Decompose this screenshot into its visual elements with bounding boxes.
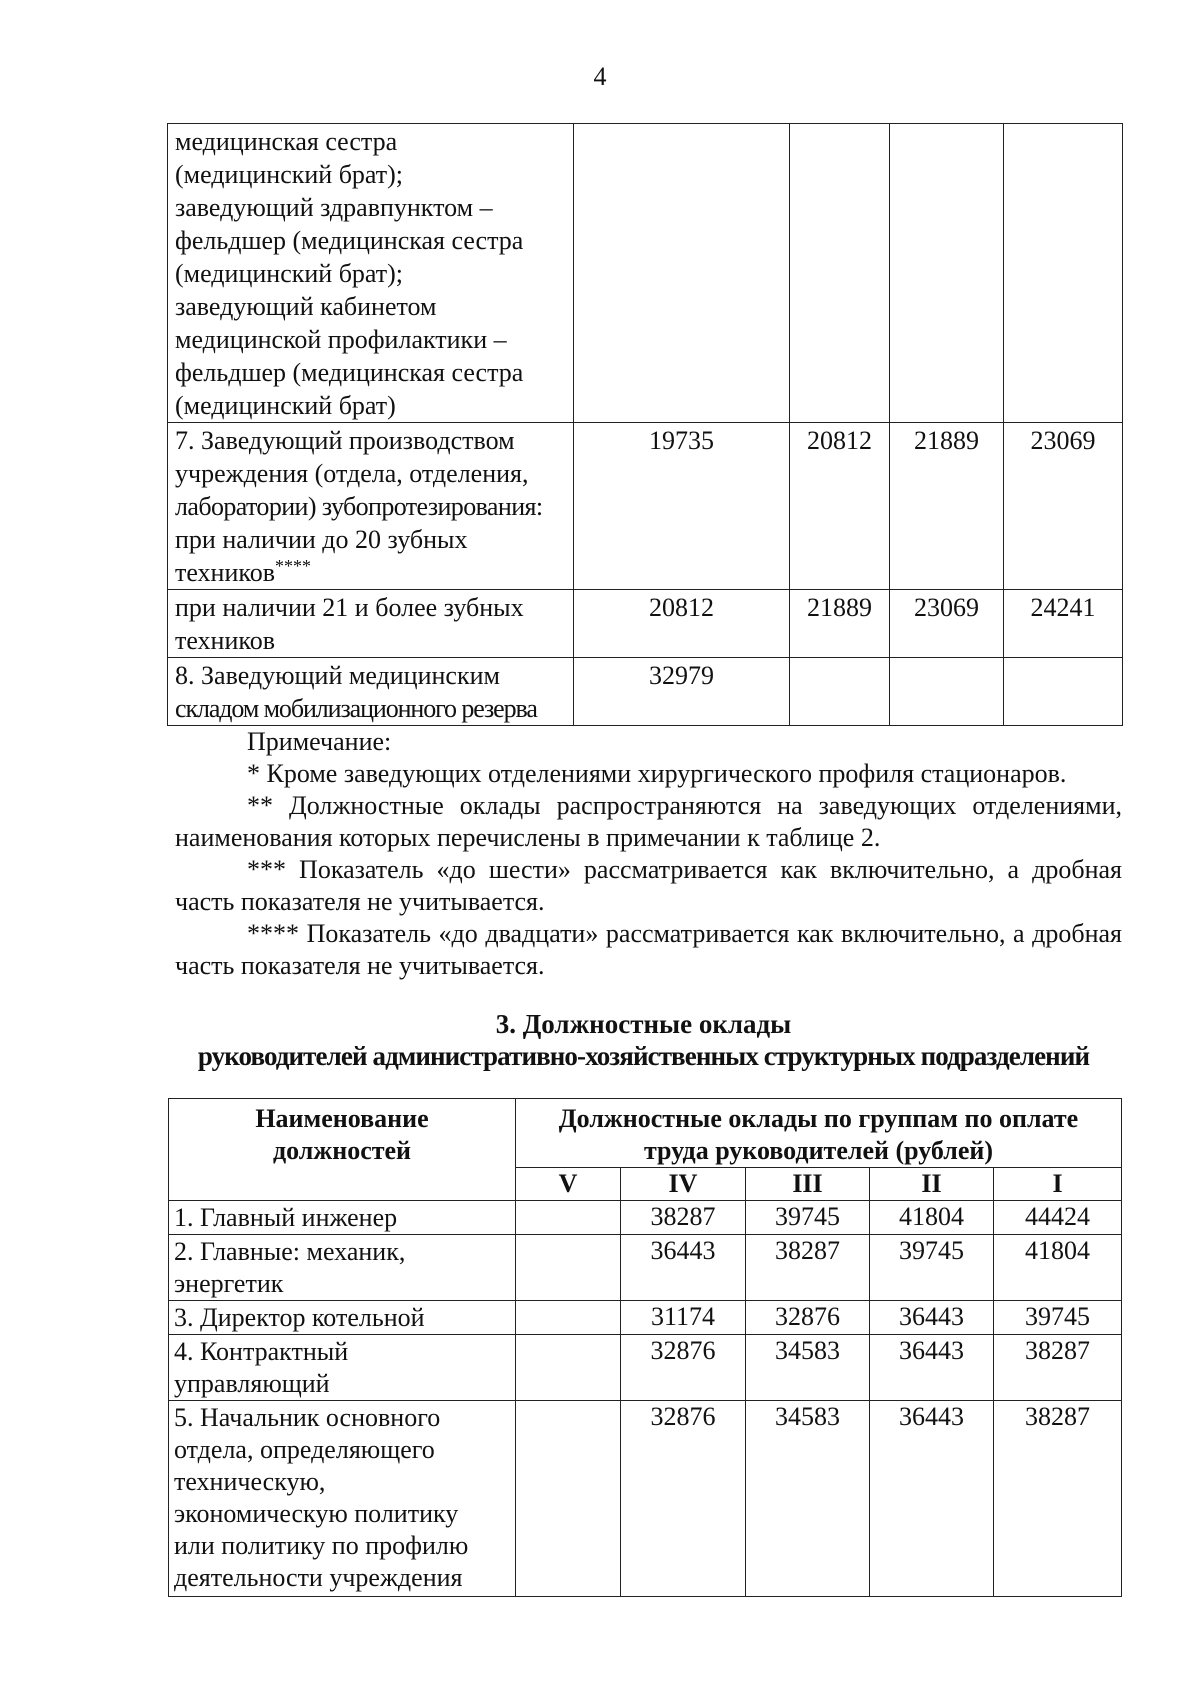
note-item: ** Должностные оклады распространяются на заведующих отделениями, наименования которых перечислены в примечании к таблице 2. [175, 791, 1122, 852]
position-name-line: учреждения (отдела, отделения, [175, 459, 529, 488]
position-name-line: 2. Главные: механик, [174, 1237, 406, 1266]
position-name-cell: 3. Директор котельной [169, 1301, 516, 1335]
salary-cell: 38287 [994, 1335, 1122, 1401]
notes-block [175, 726, 1122, 982]
position-name-cell [168, 658, 574, 726]
group-header: III [746, 1168, 870, 1201]
salary-cell [790, 658, 890, 726]
table-header-row [169, 1099, 1122, 1168]
group-header: II [870, 1168, 994, 1201]
table-row [169, 1201, 1122, 1235]
note-item: * Кроме заведующих отделениями хирургического профиля стационаров. [247, 759, 1067, 788]
salary-cell [790, 124, 890, 423]
salary-cell [890, 124, 1004, 423]
group-header: IV [621, 1168, 746, 1201]
position-name-line: при наличии до 20 зубных [175, 525, 468, 554]
position-name-line: экономическую политику [174, 1499, 459, 1528]
salary-cell: 20812 [574, 590, 790, 658]
table-row [168, 423, 1123, 590]
salary-cell: 36443 [870, 1401, 994, 1597]
salary-cell: 24241 [1004, 590, 1123, 658]
salary-cell [890, 658, 1004, 726]
position-name-line: 4. Контрактный [174, 1337, 349, 1366]
salary-cell: 38287 [994, 1401, 1122, 1597]
section-subtitle: руководителей административно-хозяйственных структурных подразделений [197, 1041, 1090, 1071]
position-name-line: заведующий кабинетом [175, 292, 437, 321]
position-name-line: деятельности учреждения [174, 1563, 463, 1592]
table-row [168, 590, 1123, 658]
salary-cell: 36443 [870, 1335, 994, 1401]
table-row [168, 124, 1123, 423]
salary-cell [1004, 658, 1123, 726]
position-name-line: при наличии 21 и более зубных [175, 593, 524, 622]
salary-cell: 32876 [621, 1401, 746, 1597]
salary-cell: 34583 [746, 1401, 870, 1597]
header-salary-groups: Должностные оклады по группам по оплате труда руководителей (рублей) [516, 1099, 1122, 1168]
position-name-line: (медицинский брат) [175, 391, 396, 420]
salary-cell: 21889 [790, 590, 890, 658]
position-name-line: складом мобилизационного резерва [175, 694, 537, 723]
position-name-cell [169, 1401, 516, 1597]
salary-cell: 38287 [621, 1201, 746, 1235]
section-title: 3. Должностные оклады [495, 1009, 792, 1039]
salary-cell: 38287 [746, 1235, 870, 1301]
footnote-marker: **** [274, 556, 311, 576]
position-name-line: техническую, [174, 1467, 326, 1496]
salary-cell [516, 1201, 621, 1235]
position-name-line: или политику по профилю [174, 1531, 469, 1560]
page-number: 4 [593, 62, 607, 91]
salary-cell: 32876 [746, 1301, 870, 1335]
position-name-line: 7. Заведующий производством [175, 426, 515, 455]
salary-cell: 32876 [621, 1335, 746, 1401]
position-name-cell [169, 1335, 516, 1401]
position-name-line: (медицинский брат); [175, 259, 404, 288]
salary-cell: 34583 [746, 1335, 870, 1401]
salary-cell: 20812 [790, 423, 890, 590]
table-row [169, 1301, 1122, 1335]
management-salary-table [168, 1098, 1122, 1597]
position-name-line: лаборатории) зубопротезирования: [175, 492, 543, 521]
group-header: V [516, 1168, 621, 1201]
salary-cell [516, 1235, 621, 1301]
salary-cell [574, 124, 790, 423]
salary-cell: 21889 [890, 423, 1004, 590]
salary-cell [516, 1401, 621, 1597]
salary-cell: 19735 [574, 423, 790, 590]
salary-cell: 39745 [746, 1201, 870, 1235]
salary-cell: 32979 [574, 658, 790, 726]
salary-table-continued [167, 123, 1123, 726]
position-name-line: техников [175, 626, 275, 655]
salary-cell: 36443 [870, 1301, 994, 1335]
position-name-line: управляющий [174, 1369, 330, 1398]
position-name-line: 5. Начальник основного [174, 1403, 441, 1432]
position-name-cell [169, 1235, 516, 1301]
position-name-cell: 1. Главный инженер [169, 1201, 516, 1235]
table-row [169, 1235, 1122, 1301]
salary-cell: 41804 [994, 1235, 1122, 1301]
header-position-name: Наименование должностей [169, 1099, 516, 1201]
salary-cell [516, 1335, 621, 1401]
position-name-cell [168, 590, 574, 658]
salary-cell: 44424 [994, 1201, 1122, 1235]
position-name-line: 8. Заведующий медицинским [175, 661, 500, 690]
position-name-line: медицинской профилактики – [175, 325, 507, 354]
note-item: **** Показатель «до двадцати» рассматривается как включительно, а дробная часть показателя не учитывается. [175, 919, 1122, 980]
group-header: I [994, 1168, 1122, 1201]
table-row [169, 1335, 1122, 1401]
position-name-cell [168, 423, 574, 590]
salary-cell: 31174 [621, 1301, 746, 1335]
position-name-line: фельдшер (медицинская сестра [175, 226, 524, 255]
salary-cell [516, 1301, 621, 1335]
table-row [168, 658, 1123, 726]
position-name-line: энергетик [174, 1269, 284, 1298]
salary-cell: 39745 [870, 1235, 994, 1301]
salary-cell [1004, 124, 1123, 423]
position-name-cell [168, 124, 574, 423]
position-name-line: заведующий здравпунктом – [175, 193, 493, 222]
position-name-line: фельдшер (медицинская сестра [175, 358, 524, 387]
table-row [169, 1401, 1122, 1597]
note-item: *** Показатель «до шести» рассматривается как включительно, а дробная часть показателя не учитывается. [175, 855, 1122, 916]
salary-cell: 23069 [1004, 423, 1123, 590]
salary-cell: 41804 [870, 1201, 994, 1235]
position-name-line: отдела, определяющего [174, 1435, 435, 1464]
position-name-line: техников [175, 558, 275, 587]
salary-cell: 39745 [994, 1301, 1122, 1335]
notes-heading: Примечание: [247, 727, 392, 756]
position-name-line: (медицинский брат); [175, 160, 404, 189]
salary-cell: 23069 [890, 590, 1004, 658]
salary-cell: 36443 [621, 1235, 746, 1301]
position-name-line: медицинская сестра [175, 127, 398, 156]
